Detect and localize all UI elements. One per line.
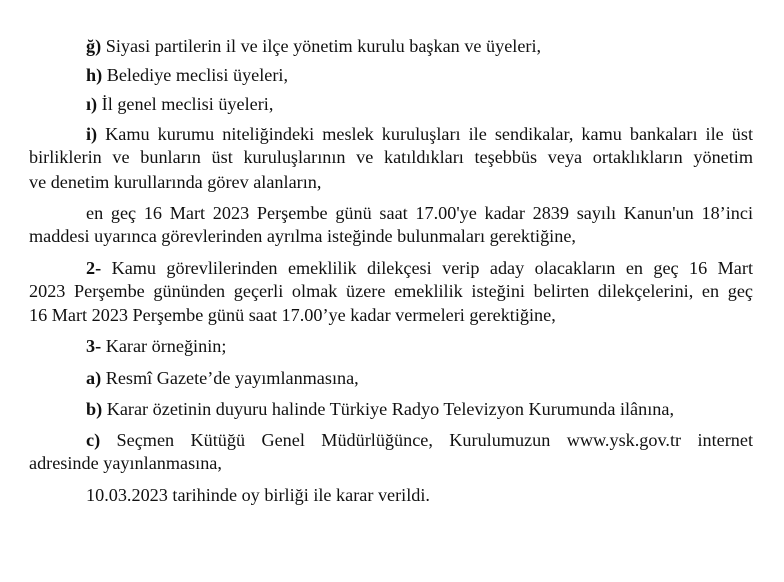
item-c-continuation: adresinde yayınlanmasına, [29,453,222,473]
item-label: c) [86,430,101,450]
paragraph-text: Kamu görevlilerinden emeklilik dilekçesi verip aday olacakların en geç 16 Mart [101,258,753,278]
deadline-line-2: maddesi uyarınca görevlerinden ayrılma isteğinde bulunmaları gerektiğine, [29,226,576,246]
item-text: Siyasi partilerin il ve ilçe yönetim kurulu başkan ve üyeleri, [101,36,542,56]
closing-statement: 10.03.2023 tarihinde oy birliği ile karar verildi. [86,485,430,505]
paragraph-2-line-2: 2023 Perşembe gününden geçerli olmak üzere emeklilik isteğini belirten dilekçelerini, en geç [29,281,753,301]
item-a [86,368,753,388]
item-i-continuation-1: birliklerin ve bunların üst kuruluşlarının ve katıldıkları teşebbüs veya ortaklıkların yönetim [29,147,753,167]
item-label: ı) [86,94,98,114]
item-label: a) [86,368,102,388]
item-label: h) [86,65,103,85]
item-i [86,124,753,144]
item-text: Karar özetinin duyuru halinde Türkiye Radyo Televizyon Kurumunda ilânına, [102,399,674,419]
item-label: i) [86,124,98,144]
deadline-line-1: en geç 16 Mart 2023 Perşembe günü saat 17.00'ye kadar 2839 sayılı Kanun'un 18’inci [86,203,753,223]
item-text: Kamu kurumu niteliğindeki meslek kuruluşları ile sendikalar, kamu bankaları ile üst [97,124,753,144]
paragraph-2-line-3: 16 Mart 2023 Perşembe günü saat 17.00’ye kadar vermeleri gerektiğine, [29,305,556,325]
paragraph-3 [86,336,753,356]
item-text: İl genel meclisi üyeleri, [97,94,274,114]
paragraph-label: 3- [86,336,102,356]
item-g-breve [86,36,753,56]
item-label: b) [86,399,103,419]
item-i-continuation-2: ve denetim kurullarında görev alanların, [29,172,322,192]
item-text: Belediye meclisi üyeleri, [102,65,289,85]
paragraph-2-line-1 [86,258,753,278]
item-c [86,430,753,450]
item-text: Seçmen Kütüğü Genel Müdürlüğünce, Kurulumuzun www.ysk.gov.tr internet [100,430,753,450]
item-text: Resmî Gazete’de yayımlanmasına, [101,368,359,388]
item-dotless-i [86,94,753,114]
item-b [86,399,753,419]
paragraph-text: Karar örneğinin; [101,336,227,356]
paragraph-label: 2- [86,258,102,278]
item-label: ğ) [86,36,102,56]
item-h [86,65,753,85]
